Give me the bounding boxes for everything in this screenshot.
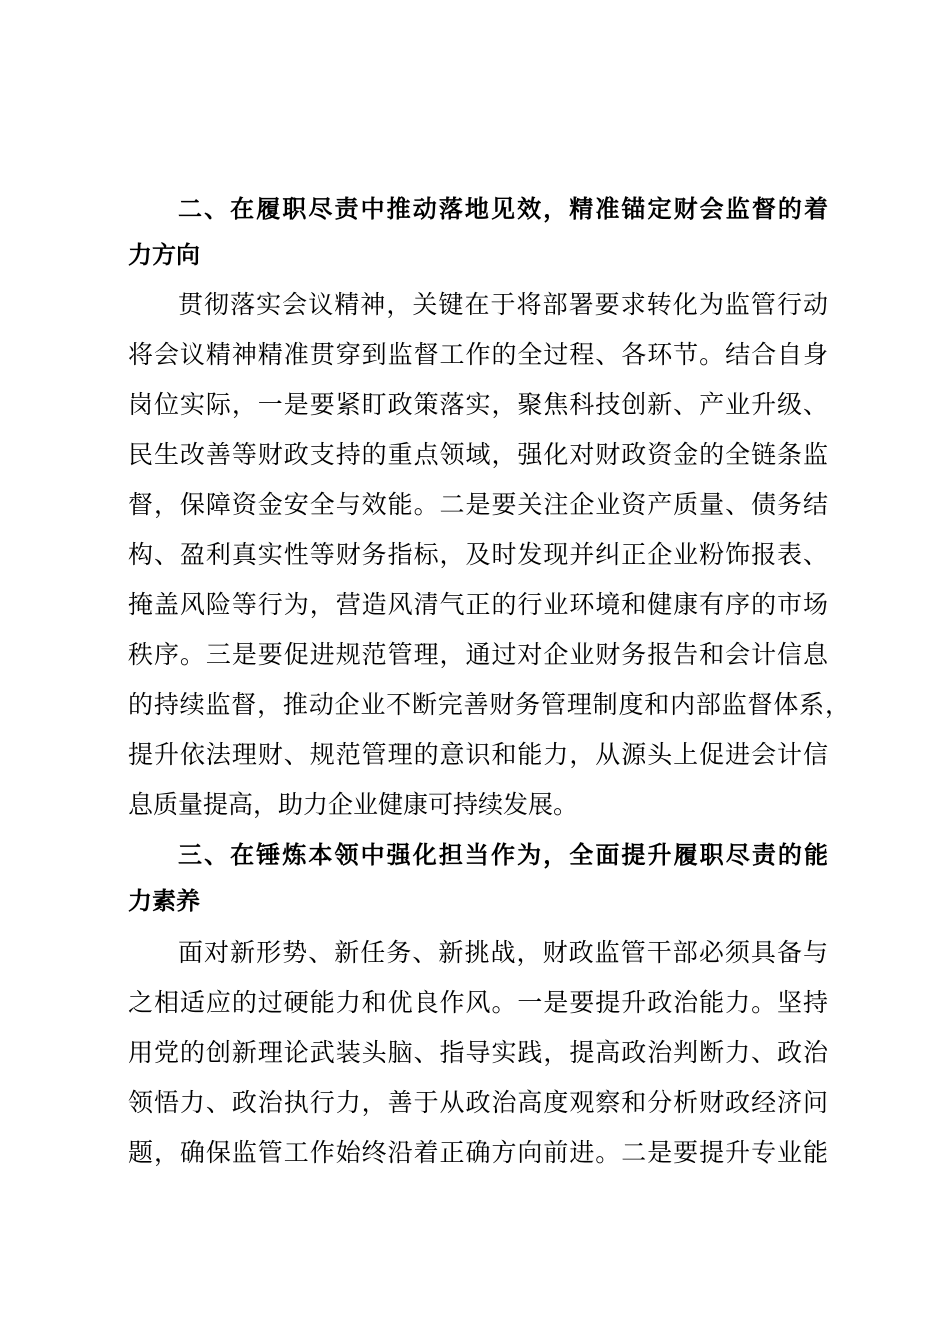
section-2-paragraph-line: 岗位实际，一是要紧盯政策落实，聚焦科技创新、产业升级、 [128,390,828,419]
section-3-paragraph-line: 题，确保监管工作始终沿着正确方向前进。二是要提升专业能 [128,1138,828,1167]
section-2-paragraph-line: 贯彻落实会议精神，关键在于将部署要求转化为监管行动 [178,290,828,319]
section-2-paragraph-line: 构、盈利真实性等财务指标，及时发现并纠正企业粉饰报表、 [128,540,828,569]
section-2-paragraph-line: 督，保障资金安全与效能。二是要关注企业资产质量、债务结 [128,490,828,519]
section-2-paragraph-line: 的持续监督，推动企业不断完善财务管理制度和内部监督体系， [128,690,850,719]
section-3-paragraph-line: 领悟力、政治执行力，善于从政治高度观察和分析财政经济问 [128,1088,828,1117]
section-2-paragraph-line: 将会议精神精准贯穿到监督工作的全过程、各环节。结合自身 [128,340,828,369]
section-2-paragraph-line: 提升依法理财、规范管理的意识和能力，从源头上促进会计信 [128,740,828,769]
section-2-paragraph-line: 掩盖风险等行为，营造风清气正的行业环境和健康有序的市场 [128,590,828,619]
section-3-paragraph-line: 面对新形势、新任务、新挑战，财政监管干部必须具备与 [178,938,828,967]
section-2-paragraph-line: 秩序。三是要促进规范管理，通过对企业财务报告和会计信息 [128,640,828,669]
section-2-heading-line-2: 力方向 [128,241,200,269]
section-2-paragraph-line: 民生改善等财政支持的重点领域，强化对财政资金的全链条监 [128,440,828,469]
section-3-heading-line-1: 三、在锤炼本领中强化担当作为，全面提升履职尽责的能 [178,841,828,869]
section-3-heading-line-2: 力素养 [128,887,200,915]
section-3-paragraph-line: 之相适应的过硬能力和优良作风。一是要提升政治能力。坚持 [128,988,828,1017]
section-2-heading-line-1: 二、在履职尽责中推动落地见效，精准锚定财会监督的着 [178,195,828,223]
section-3-paragraph-line: 用党的创新理论武装头脑、指导实践，提高政治判断力、政治 [128,1038,828,1067]
section-2-paragraph-line: 息质量提高，助力企业健康可持续发展。 [128,790,579,819]
